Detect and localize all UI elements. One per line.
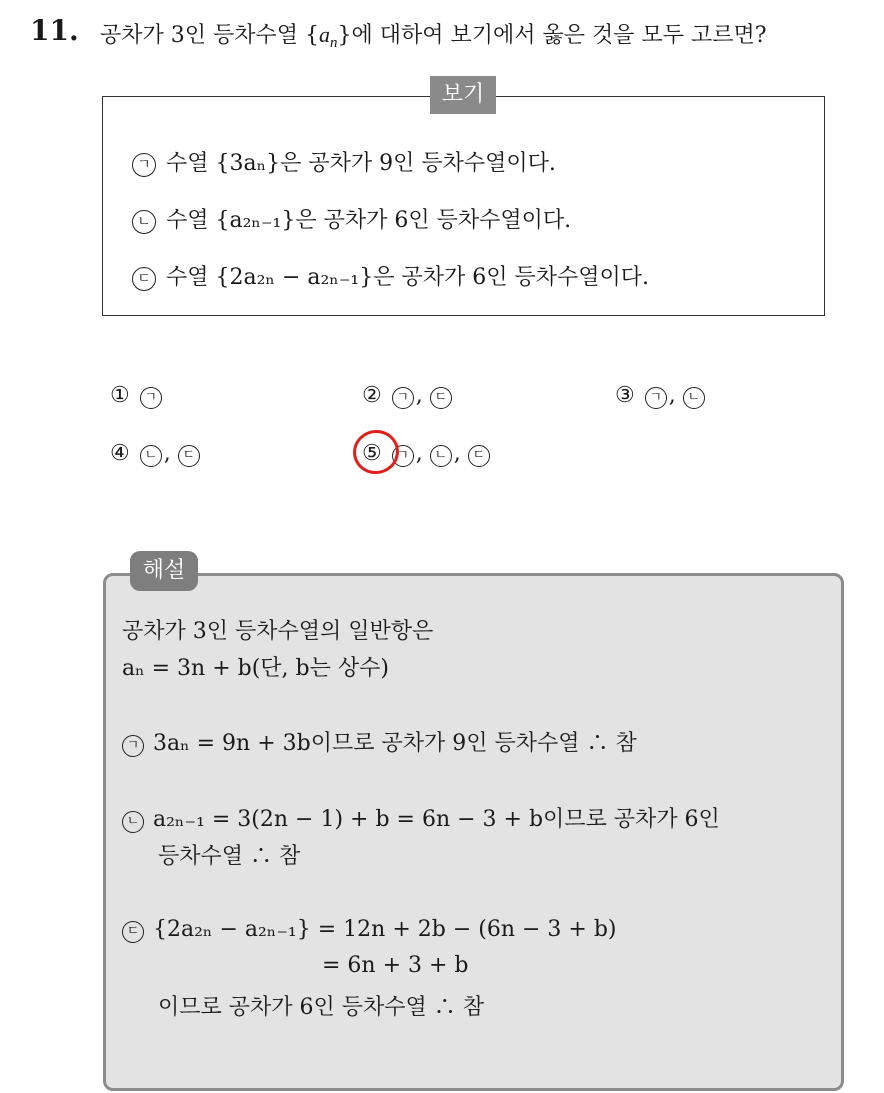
solution-label: 해설 [130, 551, 198, 591]
bogi-statement-2: ㄴ 수열 {a₂ₙ₋₁}은 공차가 6인 등차수열이다. [132, 203, 571, 234]
solution-explanation-2-cont: 등차수열 ∴ 참 [158, 844, 301, 869]
circle-marker-icon: ㄷ [132, 267, 156, 291]
choice-5[interactable]: ⑤ ㄱ , ㄴ , ㄷ [362, 441, 492, 467]
solution-intro-1: 공차가 3인 등차수열의 일반항은 [122, 619, 434, 644]
choice-2[interactable]: ② ㄱ , ㄷ [362, 383, 454, 409]
circle-marker-icon: ㄴ [140, 445, 162, 467]
solution-explanation-3-line2: = 6n + 3 + b [322, 953, 469, 978]
choice-number: ② [362, 383, 382, 408]
circle-marker-icon: ㄷ [122, 921, 144, 943]
choice-4[interactable]: ④ ㄴ , ㄷ [110, 441, 202, 467]
circle-marker-icon: ㄱ [645, 387, 667, 409]
circle-marker-icon: ㄴ [430, 445, 452, 467]
solution-explanation-2: ㄴ a₂ₙ₋₁ = 3(2n − 1) + b = 6n − 3 + b이므로 공차가 6인 [122, 802, 720, 833]
choice-1[interactable] [110, 383, 164, 409]
circle-marker-icon: ㄱ [132, 153, 156, 177]
choice-number: ③ [615, 383, 635, 408]
question-text: 공차가 3인 등차수열 $\{a_n\}$에 대하여 보기에서 옳은 것을 모두 고르면? [100, 22, 767, 52]
question-number: 11. [30, 14, 79, 47]
circle-marker-icon: ㄴ [122, 811, 144, 833]
solution-explanation-1: ㄱ 3aₙ = 9n + 3b이므로 공차가 9인 등차수열 ∴ 참 [122, 726, 637, 757]
bogi-statement-3: ㄷ 수열 {2a₂ₙ − a₂ₙ₋₁}은 공차가 6인 등차수열이다. [132, 260, 649, 291]
solution-intro-2: aₙ = 3n + b(단, b는 상수) [122, 656, 389, 681]
choice-number: ① [110, 383, 130, 408]
bogi-label: 보기 [430, 76, 496, 114]
choice-number: ④ [110, 441, 130, 466]
bogi-statement-1: ㄱ 수열 {3aₙ}은 공차가 9인 등차수열이다. [132, 146, 556, 177]
circle-marker-icon: ㄱ [122, 735, 144, 757]
circle-marker-icon: ㄴ [132, 210, 156, 234]
circle-marker-icon: ㄱ [140, 387, 162, 409]
solution-explanation-3: ㄷ {2a₂ₙ − a₂ₙ₋₁} = 12n + 2b − (6n − 3 + b) [122, 917, 617, 943]
choice-number: ⑤ [362, 441, 382, 466]
choice-3[interactable]: ③ ㄱ , ㄴ [615, 383, 707, 409]
circle-marker-icon: ㄱ [392, 387, 414, 409]
circle-marker-icon: ㄷ [468, 445, 490, 467]
circle-marker-icon: ㄷ [430, 387, 452, 409]
circle-marker-icon: ㄷ [178, 445, 200, 467]
circle-marker-icon: ㄴ [683, 387, 705, 409]
solution-explanation-3-line3: 이므로 공차가 6인 등차수열 ∴ 참 [158, 995, 484, 1020]
circle-marker-icon: ㄱ [392, 445, 414, 467]
selected-answer-ring-icon [349, 426, 403, 479]
